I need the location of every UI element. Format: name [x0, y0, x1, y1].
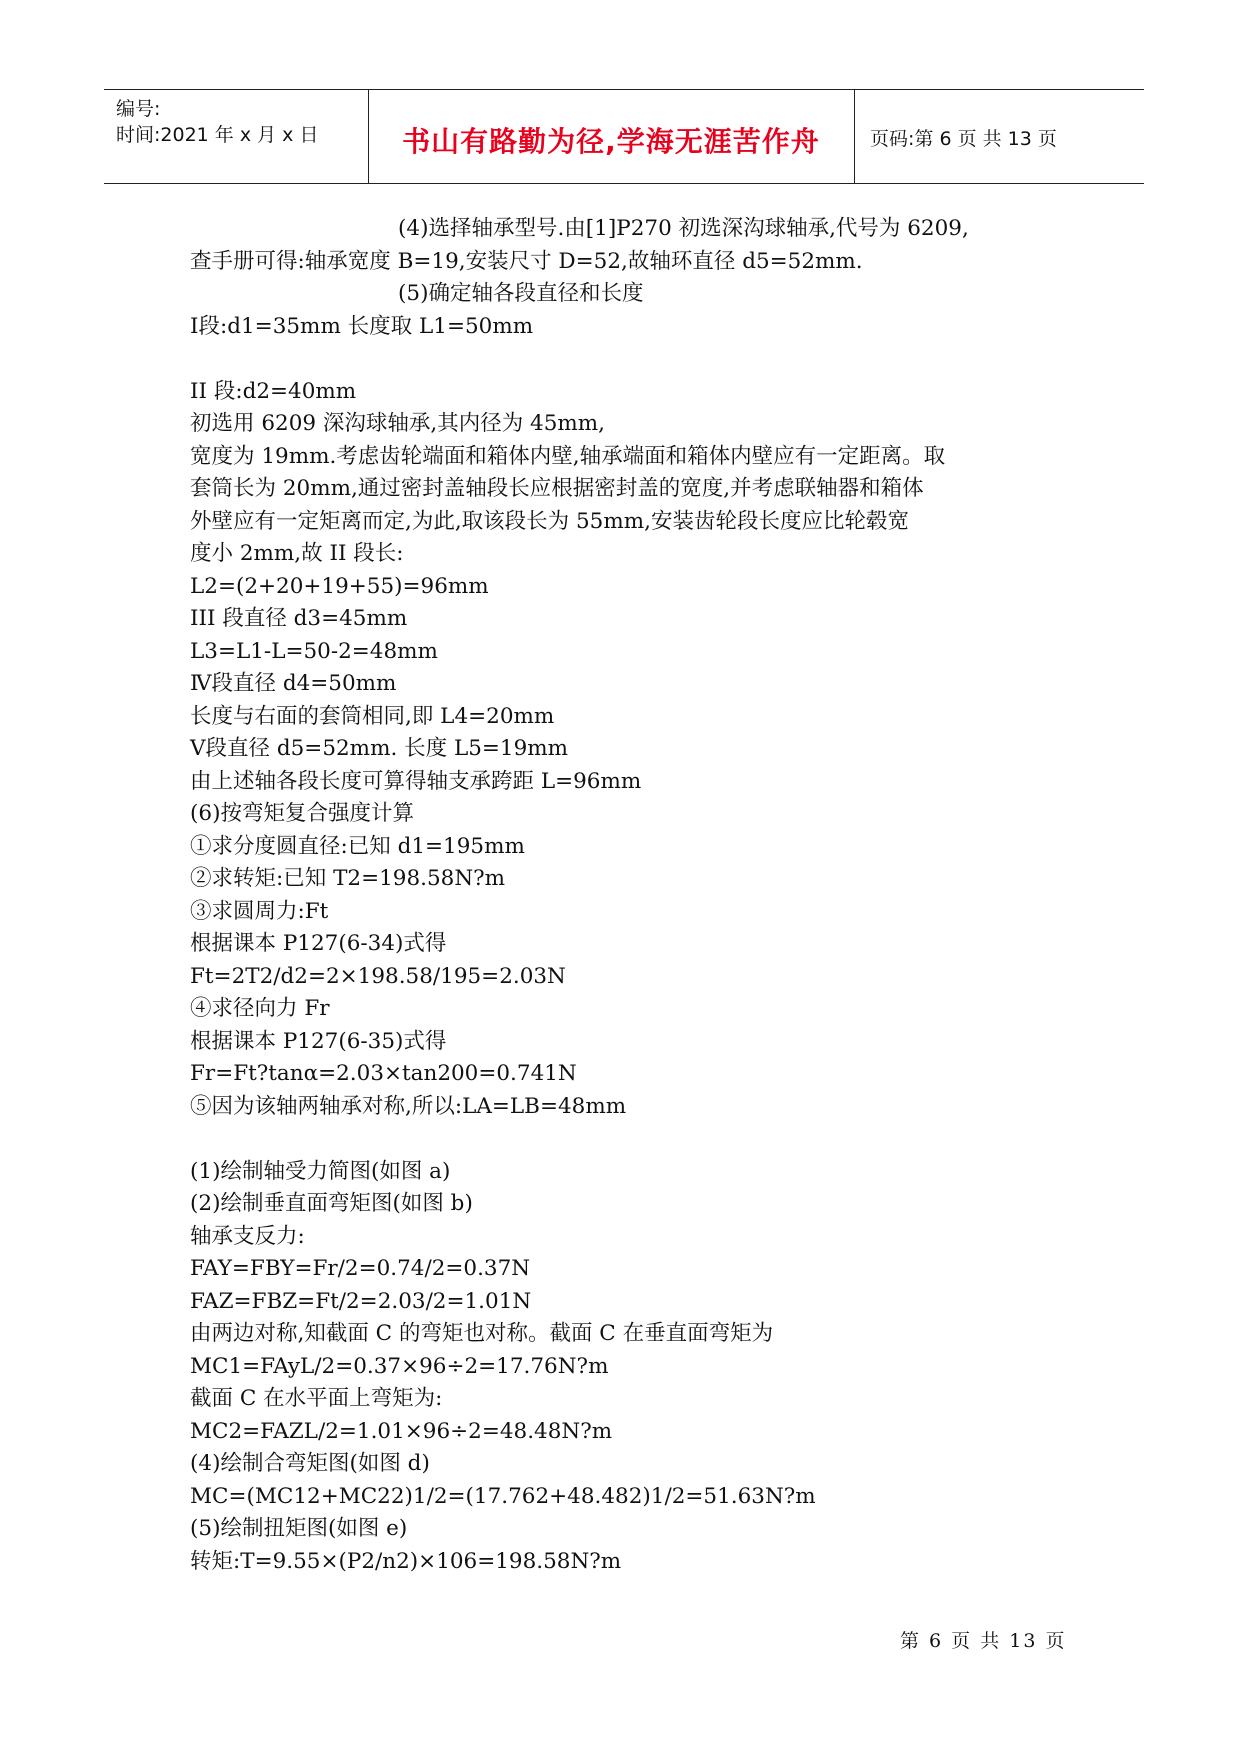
header-page-cell	[856, 90, 1144, 183]
text-line: Fr=Ft?tanα=2.03×tan200=0.741N	[190, 1061, 577, 1086]
text-line: (5)绘制扭矩图(如图 e)	[190, 1516, 408, 1541]
text-line: 初选用 6209 深沟球轴承,其内径为 45mm,	[190, 411, 606, 436]
blank-line	[190, 1123, 1090, 1156]
text-line: 由两边对称,知截面 C 的弯矩也对称。截面 C 在垂直面弯矩为	[190, 1321, 774, 1346]
text-line: 外壁应有一定矩离而定,为此,取该段长为 55mm,安装齿轮段长度应比轮毂宽	[190, 508, 909, 534]
page-footer: 第 6 页 共 13 页	[900, 1630, 1067, 1652]
text-line: (4)选择轴承型号.由[1]P270 初选深沟球轴承,代号为 6209,	[398, 216, 969, 241]
text-line: III 段直径 d3=45mm	[190, 606, 408, 631]
header-meta-cell	[104, 90, 369, 183]
text-line: (5)确定轴各段直径和长度	[398, 281, 644, 306]
document-body	[190, 213, 1090, 1578]
text-line: II 段:d2=40mm	[190, 378, 357, 404]
text-line: ①求分度圆直径:已知 d1=195mm	[190, 833, 525, 859]
text-line: 宽度为 19mm.考虑齿轮端面和箱体内壁,轴承端面和箱体内壁应有一定距离。取	[190, 443, 946, 469]
blank-line	[190, 343, 1090, 376]
text-line: 根据课本 P127(6-34)式得	[190, 931, 447, 956]
document-header	[104, 89, 1144, 184]
header-page-label: 页码:第 6 页 共 13 页	[870, 128, 1057, 150]
document-number-label: 编号:	[116, 98, 161, 120]
text-line: Ⅰ段:d1=35mm 长度取 L1=50mm	[190, 313, 534, 339]
text-line: 度小 2mm,故 II 段长:	[190, 541, 404, 566]
text-line: Ft=2T2/d2=2×198.58/195=2.03N	[190, 963, 566, 989]
text-line: (4)绘制合弯矩图(如图 d)	[190, 1451, 430, 1476]
text-line: L3=L1-L=50-2=48mm	[190, 638, 438, 664]
text-line: 根据课本 P127(6-35)式得	[190, 1028, 447, 1054]
header-motto: 书山有路勤为径,学海无涯苦作舟	[402, 125, 820, 158]
document-time-label: 时间:2021 年 x 月 x 日	[116, 124, 319, 146]
text-line: 截面 C 在水平面上弯矩为:	[190, 1386, 443, 1411]
header-motto-cell	[368, 90, 855, 183]
text-line: 由上述轴各段长度可算得轴支承跨距 L=96mm	[190, 768, 642, 794]
text-line: 轴承支反力:	[190, 1223, 305, 1249]
text-line: FAY=FBY=Fr/2=0.74/2=0.37N	[190, 1256, 531, 1281]
text-line: (2)绘制垂直面弯矩图(如图 b)	[190, 1191, 473, 1216]
text-line: MC=(MC12+MC22)1/2=(17.762+48.482)1/2=51.63N?m	[190, 1483, 816, 1509]
text-line: 转矩:T=9.55×(P2/n2)×106=198.58N?m	[190, 1548, 622, 1574]
text-line: MC1=FAyL/2=0.37×96÷2=17.76N?m	[190, 1353, 609, 1379]
text-line: 长度与右面的套筒相同,即 L4=20mm	[190, 703, 555, 729]
text-line: FAZ=FBZ=Ft/2=2.03/2=1.01N	[190, 1288, 532, 1314]
text-line: (6)按弯矩复合强度计算	[190, 801, 414, 826]
text-line: Ⅴ段直径 d5=52mm. 长度 L5=19mm	[190, 736, 569, 761]
text-line: MC2=FAZL/2=1.01×96÷2=48.48N?m	[190, 1418, 613, 1444]
text-line: 套筒长为 20mm,通过密封盖轴段长应根据密封盖的宽度,并考虑联轴器和箱体	[190, 476, 924, 501]
text-line: ⑤因为该轴两轴承对称,所以:LA=LB=48mm	[190, 1093, 627, 1119]
text-line: 查手册可得:轴承宽度 B=19,安装尺寸 D=52,故轴环直径 d5=52mm.	[190, 248, 863, 274]
text-line: ④求径向力 Fr	[190, 996, 330, 1021]
text-line: L2=(2+20+19+55)=96mm	[190, 573, 489, 599]
text-line: Ⅳ段直径 d4=50mm	[190, 671, 397, 696]
text-line: (1)绘制轴受力简图(如图 a)	[190, 1158, 451, 1184]
text-line: ③求圆周力:Ft	[190, 898, 329, 924]
text-line: ②求转矩:已知 T2=198.58N?m	[190, 866, 506, 891]
